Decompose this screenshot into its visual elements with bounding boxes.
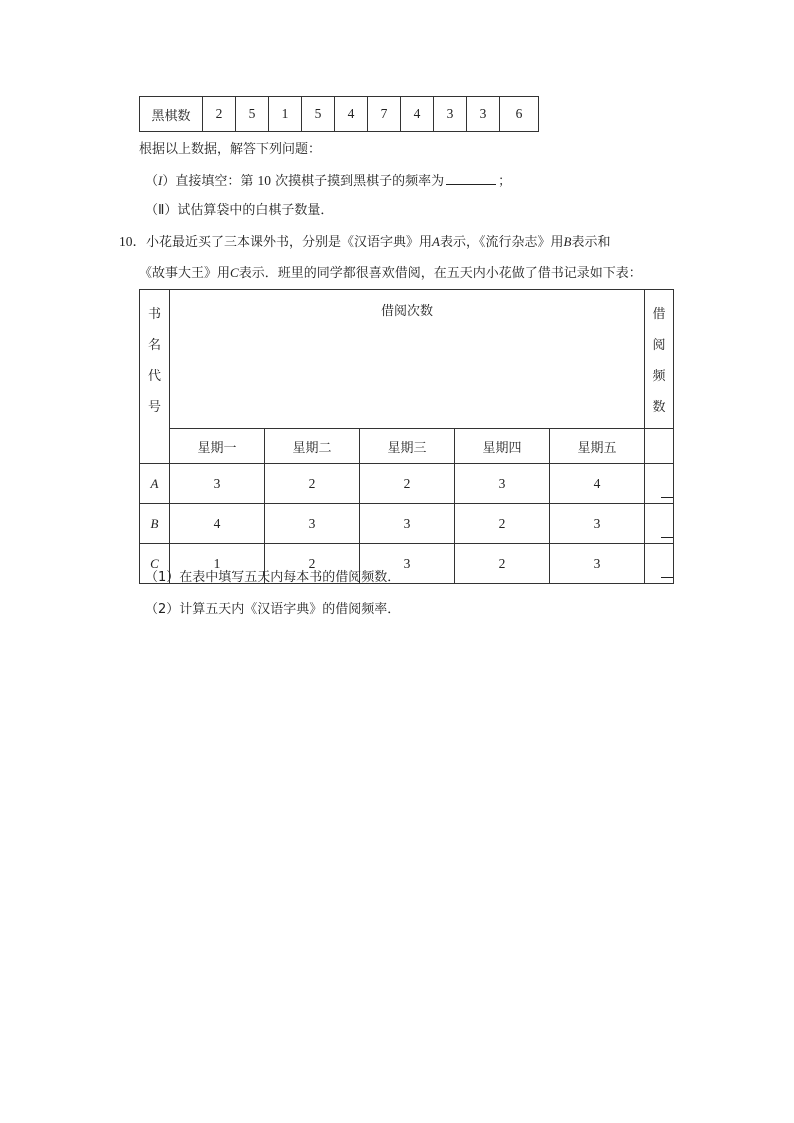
borrow-times-header: 借阅次数 [170, 290, 645, 429]
q1-prefix: （ [145, 174, 159, 189]
table-row [140, 504, 674, 544]
black-count-cell: 3 [467, 97, 500, 132]
question-2: （Ⅱ）试估算袋中的白棋子数量． [145, 203, 334, 218]
q1-rest: 次摸棋子摸到黑棋子的频率为 [275, 174, 445, 189]
black-count-cell: 5 [302, 97, 335, 132]
day-header: 星期三 [360, 429, 455, 464]
book-code-header [140, 290, 170, 464]
borrow-count: 3 [550, 504, 645, 544]
q1-number: 10 [257, 173, 272, 188]
table-row [140, 97, 539, 132]
borrow-count: 2 [360, 464, 455, 504]
q1-end: ； [498, 174, 512, 189]
black-count-cell: 1 [269, 97, 302, 132]
table-row [140, 464, 674, 504]
borrow-count: 2 [265, 464, 360, 504]
borrow-count: 4 [170, 504, 265, 544]
borrow-count: 3 [455, 464, 550, 504]
borrow-record-table [139, 289, 674, 584]
problem-number: 10． [119, 234, 146, 249]
black-count-cell: 5 [236, 97, 269, 132]
day-header: 星期一 [170, 429, 265, 464]
sub-question-2: （2）计算五天内《汉语字典》的借阅频率． [145, 602, 401, 617]
intro-text: 根据以上数据，解答下列问题： [139, 142, 322, 157]
borrow-count: 4 [550, 464, 645, 504]
black-count-cell: 3 [434, 97, 467, 132]
frequency-answer-cell[interactable] [645, 544, 674, 584]
black-count-cell: 2 [203, 97, 236, 132]
p10-letter-c: C [230, 265, 239, 280]
problem-10-line-1 [119, 233, 610, 252]
frequency-answer-cell[interactable] [645, 464, 674, 504]
book-code: A [140, 464, 170, 504]
borrow-count: 1 [170, 544, 265, 584]
question-1 [145, 171, 511, 191]
header-char: 代 [147, 369, 161, 384]
empty-cell [645, 429, 674, 464]
header-char: 名 [147, 338, 161, 353]
black-count-table [139, 96, 539, 132]
header-char: 书 [147, 307, 161, 322]
borrow-count: 2 [265, 544, 360, 584]
p10-text: 小花最近买了三本课外书，分别是《汉语字典》用 [146, 235, 433, 250]
header-char: 数 [652, 400, 666, 415]
problem-10-line-2 [139, 264, 642, 283]
p10-text: 表示．班里的同学都很喜欢借阅，在五天内小花做了借书记录如下表： [238, 266, 642, 281]
borrow-count: 3 [360, 504, 455, 544]
table-row [140, 429, 674, 464]
borrow-count: 3 [265, 504, 360, 544]
day-header: 星期二 [265, 429, 360, 464]
day-header: 星期四 [455, 429, 550, 464]
header-char: 借 [652, 307, 666, 322]
borrow-count: 2 [455, 504, 550, 544]
book-code: B [140, 504, 170, 544]
p10-text: 表示，《流行杂志》用 [439, 235, 564, 250]
p10-text: 《故事大王》用 [139, 266, 231, 281]
answer-blank[interactable] [661, 565, 673, 578]
q1-roman: I [158, 173, 163, 188]
borrow-count: 3 [550, 544, 645, 584]
day-header: 星期五 [550, 429, 645, 464]
answer-blank[interactable] [446, 171, 496, 185]
answer-blank[interactable] [661, 485, 673, 498]
p10-text: 表示和 [571, 235, 611, 250]
black-count-cell: 4 [335, 97, 368, 132]
borrow-count: 3 [360, 544, 455, 584]
header-char: 阅 [652, 338, 666, 353]
sub-question-1: （1）在表中填写五天内每本书的借阅频数． [145, 570, 401, 585]
black-count-cell: 4 [401, 97, 434, 132]
answer-blank[interactable] [661, 525, 673, 538]
borrow-count: 3 [170, 464, 265, 504]
black-count-label: 黑棋数 [140, 97, 203, 132]
frequency-answer-cell[interactable] [645, 504, 674, 544]
q1-mid: ）直接填空：第 [162, 174, 254, 189]
borrow-count: 2 [455, 544, 550, 584]
table-row [140, 290, 674, 429]
book-code: C [140, 544, 170, 584]
p10-letter-b: B [563, 234, 572, 249]
p10-letter-a: A [432, 234, 440, 249]
borrow-frequency-header [645, 290, 674, 429]
header-char: 号 [147, 400, 161, 415]
black-count-cell: 6 [500, 97, 539, 132]
black-count-cell: 7 [368, 97, 401, 132]
header-char: 频 [652, 369, 666, 384]
